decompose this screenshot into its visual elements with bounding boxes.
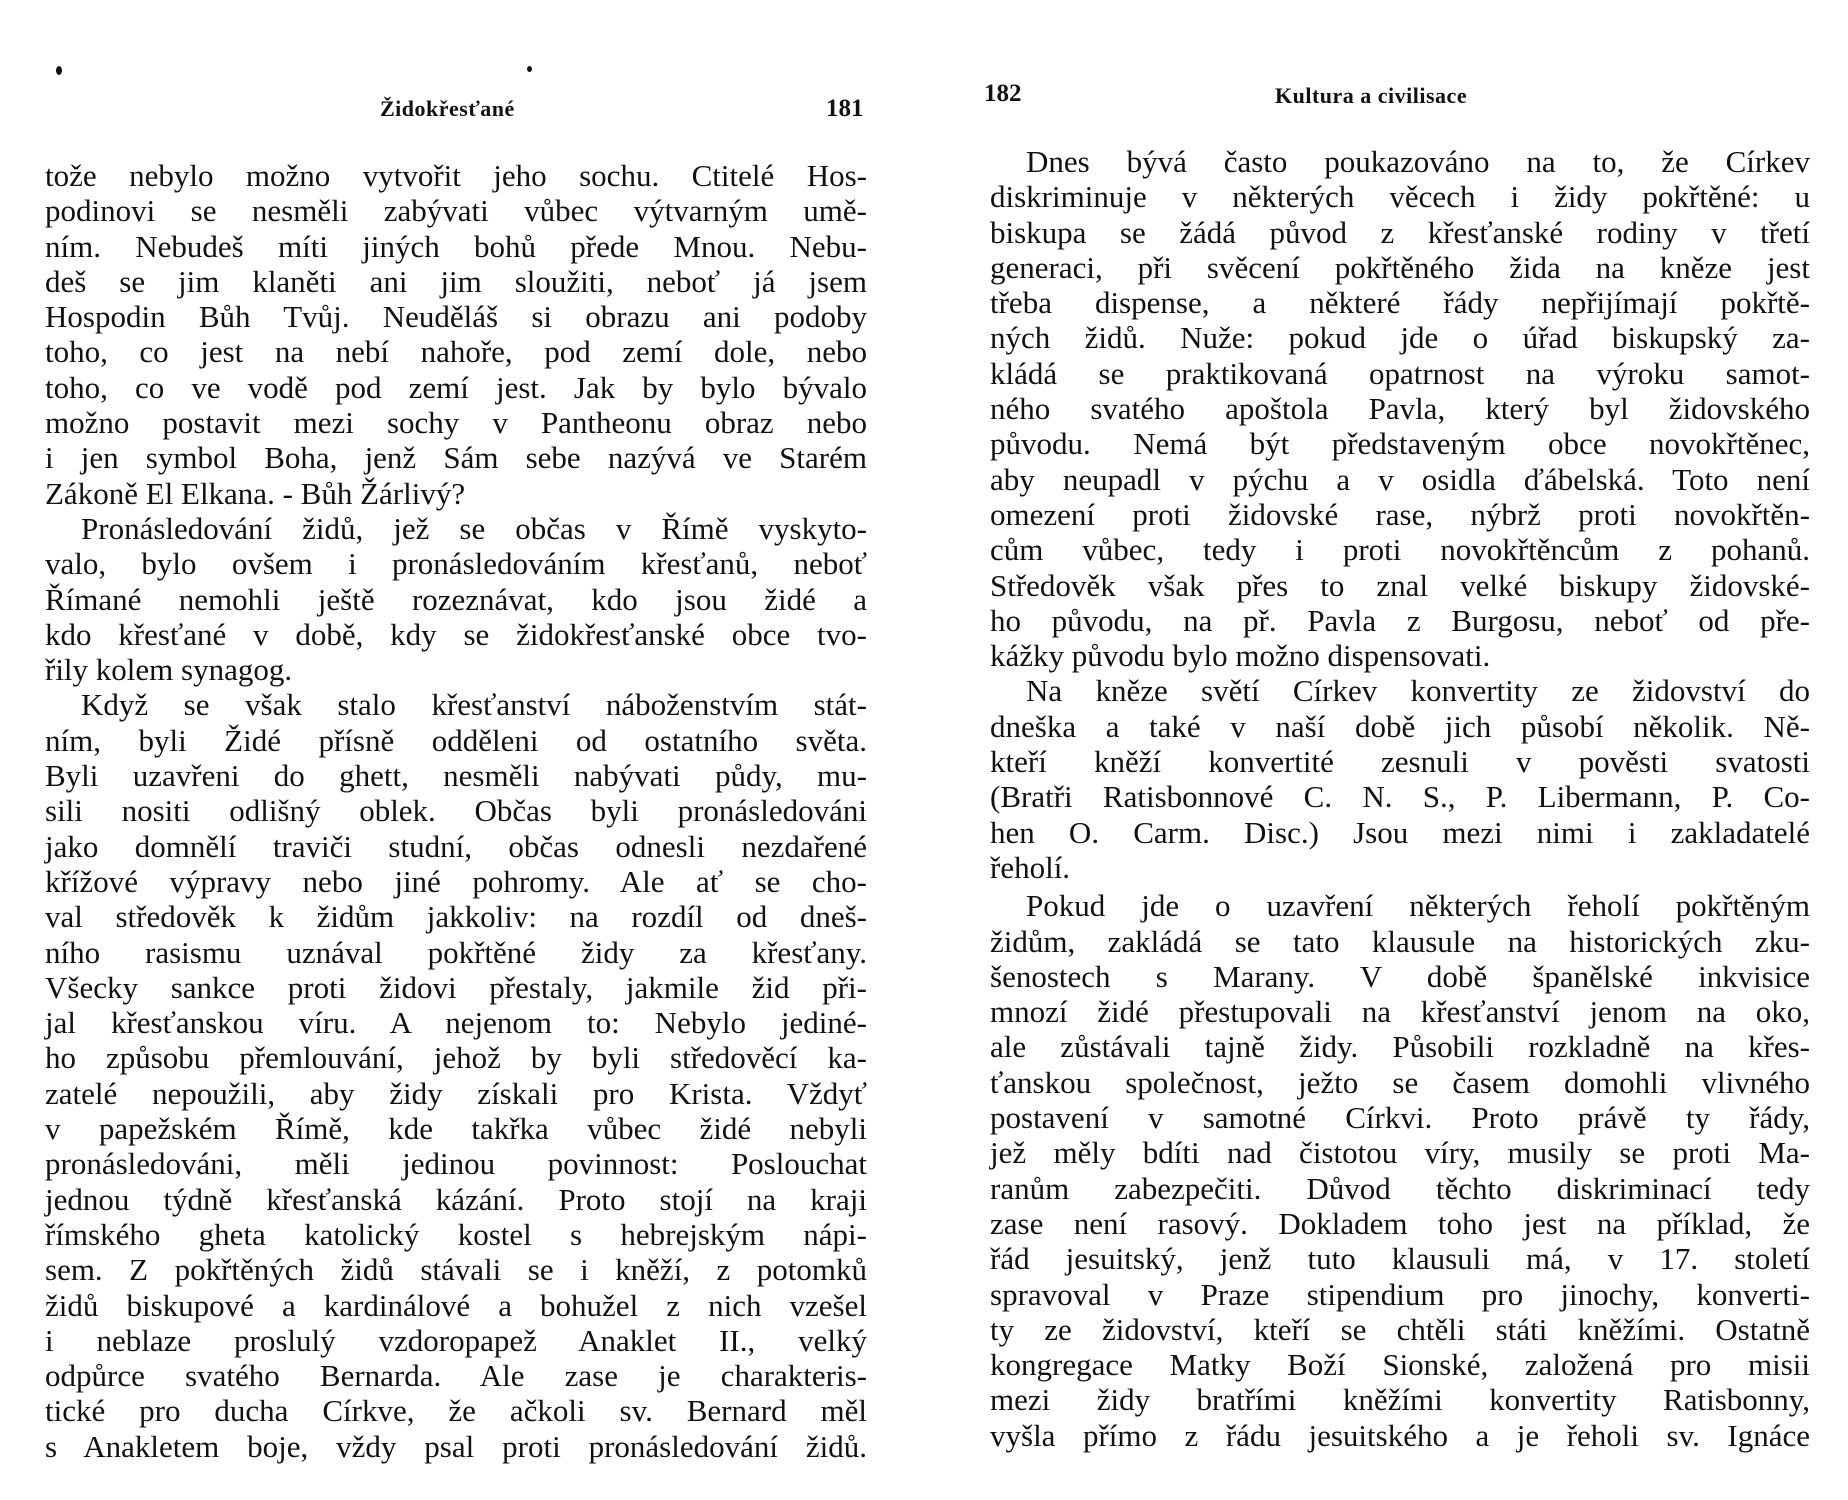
page-number: 181 [826,95,864,122]
text-line: cům vůbec, tedy i proti novokřtěncům z pohanů. [990,532,1810,568]
text-line: i jen symbol Boha, jenž Sám sebe nazývá ve Starém [45,440,867,476]
paragraph [990,673,1810,885]
text-line: kdo křesťané v době, kdy se židokřesťanské obce tvo- [45,616,867,652]
text-line: řád jesuitský, jenž tuto klausuli má, v 17. století [990,1241,1810,1277]
text-line: Římané nemohli ještě rozeznávat, kdo jsou židé a [45,581,867,617]
text-line: v papežském Římě, kde takřka vůbec židé nebyli [45,1111,867,1147]
text-line: i neblaze proslulý vzdoropapež Anaklet II., velký [45,1322,867,1358]
text-line: tože nebylo možno vytvořit jeho sochu. Ctitelé Hos- [45,158,867,193]
text-line: toho, co jest na nebí nahoře, pod zemí dole, nebo [45,334,867,370]
text-line: dneška a také v naší době jich působí několik. Ně- [990,708,1810,744]
left-page [0,0,900,1500]
text-line: jednou týdně křesťanská kázání. Proto stojí na kraji [45,1181,867,1217]
text-line: aby neupadl v pýchu a v osidla ďábelská. Toto není [990,461,1810,497]
text-line: Zákoně El Elkana. - Bůh Žárlivý? [45,475,466,511]
text-line: Na kněze světí Církev konvertity ze židovství do [1026,673,1810,709]
text-line: Středověk však přes to znal velké biskupy židovské- [990,567,1810,603]
paragraph [45,511,867,687]
text-line: jal křesťanskou víru. A nejenom to: Nebylo jediné- [45,1005,867,1041]
text-line: židům, zakládá se tato klausule na historických zku- [990,923,1810,959]
paragraph [45,687,867,1464]
text-line: Všecky sankce proti židovi přestaly, jakmile žid při- [45,969,867,1005]
text-line: řily kolem synagog. [45,652,293,688]
text-line: hen O. Carm. Disc.) Jsou mezi nimi i zakladatelé [990,814,1810,850]
text-line: (Bratři Ratisbonnové C. N. S., P. Libermann, P. Co- [990,779,1810,815]
running-head: Židokřesťané [380,96,515,121]
text-line: jež měly bdíti nad čistotou víry, musily se proti Ma- [990,1135,1810,1171]
text-line: ho způsobu přemlouvání, jehož by byli středověcí ka- [45,1040,867,1076]
text-line: mezi židy bratřími kněžími konvertity Ratisbonny, [990,1382,1810,1418]
paragraph [990,888,1810,1453]
text-line: deš se jim klaněti ani jim sloužiti, neboť já jsem [45,263,867,299]
text-line: kážky původu bylo možno dispensovati. [990,638,1491,674]
text-line: ného svatého apoštola Pavla, který byl židovského [990,391,1810,427]
text-line: Hospodin Bůh Tvůj. Neuděláš si obrazu ani podoby [45,299,867,335]
text-line: toho, co ve vodě pod zemí jest. Jak by bylo bývalo [45,369,867,405]
text-line: Pronásledování židů, jež se občas v Římě vyskyto- [81,510,867,546]
page-body-text [990,144,1810,1453]
running-head: Kultura a civilisace [1275,83,1468,108]
text-line: podinovi se nesměli zabývati vůbec výtvarným umě- [45,193,867,229]
text-line: původu. Nemá být představeným obce novokřtěnec, [990,426,1810,462]
text-line: židů biskupové a kardinálové a bohužel z nich vzešel [45,1287,867,1323]
page-body-text [45,158,867,1464]
text-line: postavení v samotné Církvi. Proto právě ty řády, [990,1100,1810,1136]
paragraph [990,144,1810,673]
text-line: valo, bylo ovšem i pronásledováním křesťanů, neboť [45,546,867,582]
text-line: ního rasismu uznával pokřtěné židy za křesťany. [45,934,867,970]
scan-speck [56,66,62,75]
text-line: generaci, při svěcení pokřtěného žida na kněze jest [990,249,1810,285]
text-line: ranům zabezpečiti. Důvod těchto diskriminací tedy [990,1170,1810,1206]
text-line: omezení proti židovské rase, nýbrž proti novokřtěn- [990,496,1810,532]
text-line: ty ze židovství, kteří se chtěli státi kněžími. Ostatně [990,1311,1810,1347]
text-line: kládá se praktikovaná opatrnost na výroku samot- [990,355,1810,391]
text-line: ale zůstávali tajně židy. Působili rozkladně na křes- [990,1029,1810,1065]
text-line: možno postavit mezi sochy v Pantheonu obraz nebo [45,405,867,441]
text-line: ho původu, na př. Pavla z Burgosu, neboť od pře- [990,602,1810,638]
text-line: kongregace Matky Boží Sionské, založená pro misii [990,1347,1810,1383]
text-line: sili nositi odlišný oblek. Občas byli pronásledováni [45,793,867,829]
text-line: kteří kněží konvertité zesnuli v pověsti svatosti [990,744,1810,780]
text-line: biskupa se žádá původ z křesťanské rodiny v třetí [990,214,1810,250]
scan-speck [527,66,532,72]
text-line: šenostech s Marany. V době španělské inkvisice [990,958,1810,994]
text-line: zase není rasový. Dokladem toho jest na příklad, že [990,1205,1810,1241]
text-line: val středověk k židům jakkoliv: na rozdíl od dneš- [45,899,867,935]
text-line: diskriminuje v některých věcech i židy pokřtěné: u [990,179,1810,215]
text-line: jako domnělí traviči studní, občas odnesli nezdařené [45,828,867,864]
right-page [940,0,1848,1500]
text-line: křížové výpravy nebo jiné pohromy. Ale ať se cho- [45,863,867,899]
text-line: tické pro ducha Církve, že ačkoli sv. Bernard měl [45,1393,867,1429]
text-line: Pokud jde o uzavření některých řeholí pokřtěným [1026,888,1810,924]
text-line: s Anakletem boje, vždy psal proti pronásledování židů. [45,1428,867,1464]
text-line: spravoval v Praze stipendium pro jinochy, konverti- [990,1276,1810,1312]
text-line: mnozí židé přestupovali na křesťanství jenom na oko, [990,994,1810,1030]
text-line: pronásledováni, měli jedinou povinnost: Poslouchat [45,1146,867,1182]
text-line: ním. Nebudeš míti jiných bohů přede Mnou. Nebu- [45,228,867,264]
paragraph [45,158,867,511]
text-line: Byli uzavřeni do ghett, nesměli nabývati půdy, mu- [45,758,867,794]
text-line: Když se však stalo křesťanství náboženstvím stát- [81,687,867,723]
text-line: Dnes bývá často poukazováno na to, že Církev [1026,144,1810,179]
text-line: sem. Z pokřtěných židů stávali se i kněží, z potomků [45,1252,867,1288]
text-line: odpůrce svatého Bernarda. Ale zase je charakteris- [45,1358,867,1394]
text-line: ním, byli Židé přísně odděleni od ostatního světa. [45,722,867,758]
text-line: ných židů. Nuže: pokud jde o úřad biskupský za- [990,320,1810,356]
text-line: římského gheta katolický kostel s hebrejským nápi- [45,1216,867,1252]
text-line: ťanskou společnost, ježto se časem domohli vlivného [990,1064,1810,1100]
text-line: vyšla přímo z řádu jesuitského a je řeholi sv. Ignáce [990,1417,1810,1453]
text-line: zatelé nepoužili, aby židy získali pro Krista. Vždyť [45,1075,867,1111]
page-number: 182 [984,80,1022,107]
text-line: řeholí. [990,849,1071,885]
text-line: třeba dispense, a některé řády nepřijímají pokřtě- [990,285,1810,321]
